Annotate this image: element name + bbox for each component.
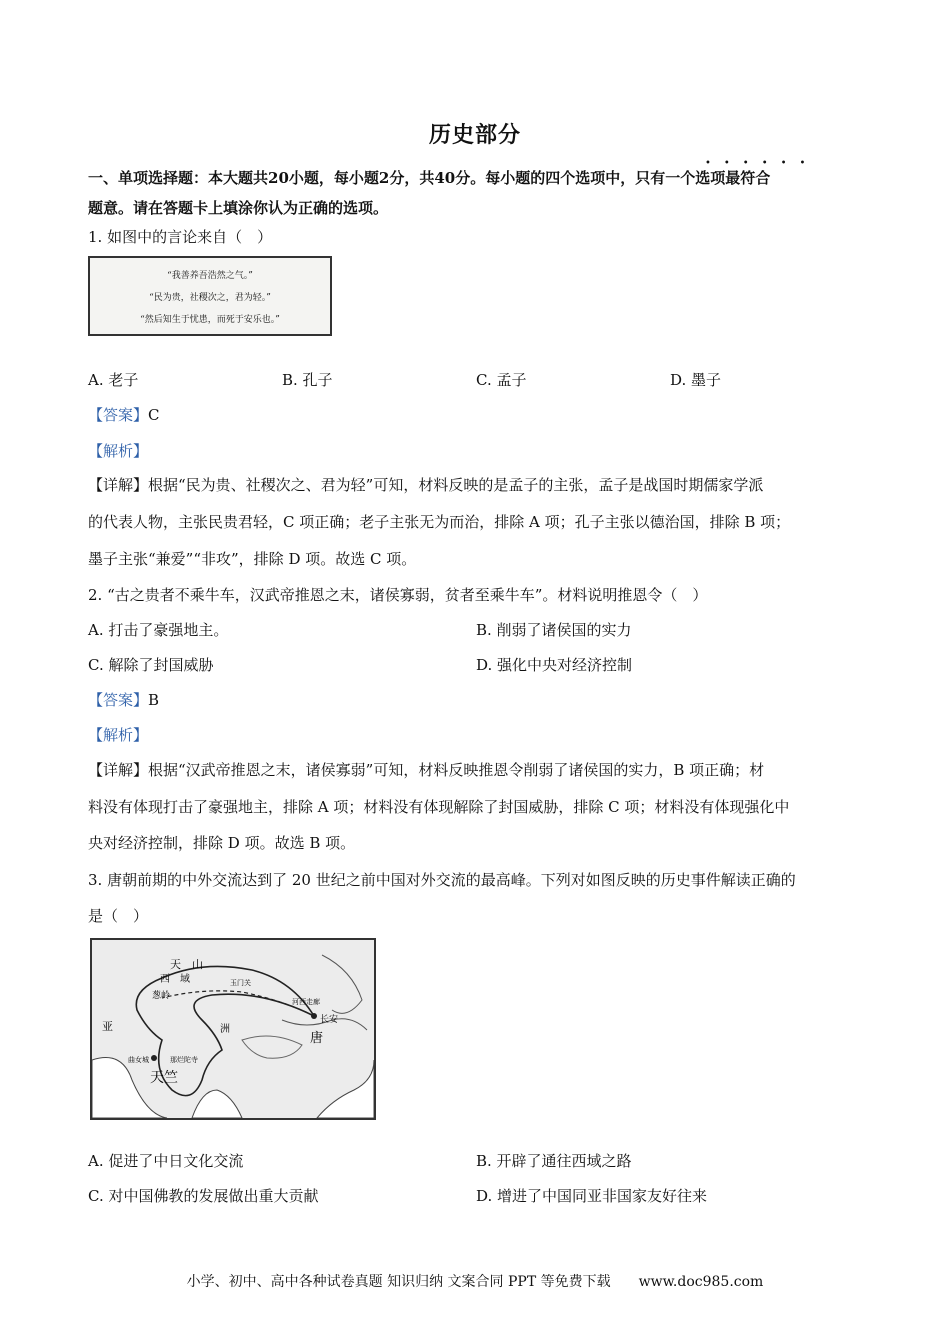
q2-option-a: A. 打击了豪强地主。 — [88, 621, 229, 639]
q1-answer-value: C — [148, 406, 160, 424]
label-changan: 长安 — [320, 1015, 339, 1025]
label-hexi: 河西走廊 — [292, 998, 320, 1006]
q1-answer-tag: 【答案】 — [88, 406, 149, 424]
q2-stem: 2. “古之贵者不乘牛车，汉武帝推恩之末，诸侯寡弱，贫者至乘牛车”。材料说明推恩令（ ） — [88, 586, 708, 604]
label-congling: 葱岭 — [152, 991, 171, 1001]
river-1 — [322, 955, 362, 1013]
section-text-g: 分。每小题的四个选项中， — [455, 169, 636, 187]
section-count-questions: 20 — [268, 169, 289, 187]
page-footer: 小学、初中、高中各种试卷真题 知识归纳 文案合同 PPT 等免费下载 www.doc985.com — [186, 1274, 764, 1290]
q3-stem-line1: 3. 唐朝前期的中外交流达到了 20 世纪之前中国对外交流的最高峰。下列对如图反映的历史事件解读正确的 — [88, 871, 796, 889]
qunuzheng-marker — [151, 1055, 157, 1061]
label-yumenguan: 玉门关 — [230, 979, 251, 987]
section-points-total: 40 — [434, 169, 456, 187]
sea-bay — [192, 1090, 242, 1118]
section-text-e: 分，共 — [389, 169, 435, 187]
q1-quote-1: “我善养吾浩然之气。” — [167, 271, 253, 281]
xuanzang-route-map — [92, 940, 374, 1118]
q1-detail-text1: 根据“民为贵、社稷次之、君为轻”可知，材料反映的是孟子的主张，孟子是战国时期儒家学派 — [148, 476, 764, 494]
section-instructions-line2: 题意。请在答题卡上填涂你认为正确的选项。 — [88, 199, 389, 217]
q3-option-d: D. 增进了中国同亚非国家友好往来 — [476, 1187, 708, 1205]
sea-west — [92, 1058, 167, 1119]
q1-detail-tag: 【详解】 — [88, 476, 149, 494]
q1-analysis-tag: 【解析】 — [88, 442, 149, 460]
q1-option-a: A. 老子 — [88, 371, 139, 389]
label-xiyu: 西 域 — [160, 974, 190, 985]
q2-answer — [88, 689, 159, 710]
q2-option-d: D. 强化中央对经济控制 — [476, 656, 633, 674]
q2-option-b: B. 削弱了诸侯国的实力 — [476, 621, 632, 639]
label-ya: 亚 — [102, 1020, 113, 1033]
q1-detail-line2: 的代表人物，主张民贵君轻，C 项正确；老子主张无为而治，排除 A 项；孔子主张以德治国，排除 B 项； — [88, 513, 791, 531]
changan-marker — [311, 1013, 317, 1019]
emphasis-dots: •••••• — [705, 158, 819, 169]
q2-option-c: C. 解除了封国威胁 — [88, 656, 214, 674]
q3-stem-line2: 是（ ） — [88, 907, 149, 925]
q1-quote-3: “然后知生于忧患，而死于安乐也。” — [140, 315, 280, 325]
label-zhou: 洲 — [220, 1024, 230, 1035]
q2-analysis-tag: 【解析】 — [88, 726, 149, 744]
q1-quote-image — [88, 256, 332, 336]
label-qunuzheng: 曲女城 — [128, 1056, 149, 1064]
section-text-c: 小题，每小题 — [288, 169, 379, 187]
q1-detail-line3: 墨子主张“兼爱”“非攻”，排除 D 项。故选 C 项。 — [88, 550, 417, 568]
section-text-a: 一、单项选择题：本大题共 — [88, 169, 269, 187]
q3-map-image — [90, 938, 376, 1120]
q2-detail-text1: 根据“汉武帝推恩之末，诸侯寡弱”可知，材料反映推恩令削弱了诸侯国的实力，B 项正确；材 — [148, 761, 765, 779]
q3-option-c: C. 对中国佛教的发展做出重大贡献 — [88, 1187, 319, 1205]
label-tang: 唐 — [310, 1031, 324, 1046]
section-text-i: 最符合 — [725, 169, 771, 187]
q2-detail-line1 — [88, 759, 764, 780]
section-points-each: 2 — [378, 169, 390, 187]
label-tianshan: 天 山 — [170, 958, 203, 971]
q1-quote-2: “民为贵，社稷次之，君为轻。” — [149, 293, 271, 303]
section-instructions-line1 — [88, 167, 770, 188]
q2-detail-line2: 料没有体现打击了豪强地主，排除 A 项；材料没有体现解除了封国威胁，排除 C 项；材料没有体现强化中 — [88, 798, 790, 816]
q1-option-c: C. 孟子 — [476, 371, 527, 389]
q2-answer-tag: 【答案】 — [88, 691, 149, 709]
q1-detail-line1 — [88, 474, 763, 495]
q1-option-d: D. 墨子 — [670, 371, 722, 389]
q1-option-b: B. 孔子 — [282, 371, 333, 389]
q1-stem: 1. 如图中的言论来自（ ） — [88, 228, 273, 246]
q3-option-b: B. 开辟了通往西域之路 — [476, 1152, 632, 1170]
q3-option-a: A. 促进了中日文化交流 — [88, 1152, 244, 1170]
plateau-outline — [242, 1036, 302, 1058]
label-tianzhu: 天竺 — [150, 1070, 178, 1086]
q2-detail-line3: 央对经济控制，排除 D 项。故选 B 项。 — [88, 834, 356, 852]
page-title: 历史部分 — [428, 122, 521, 148]
sea-east — [317, 1060, 374, 1118]
q2-detail-tag: 【详解】 — [88, 761, 149, 779]
label-nalantuo: 那烂陀寺 — [170, 1056, 198, 1064]
section-emphasis: 只有一个选项 — [635, 169, 726, 187]
q2-answer-value: B — [148, 691, 160, 709]
q1-answer — [88, 404, 160, 425]
